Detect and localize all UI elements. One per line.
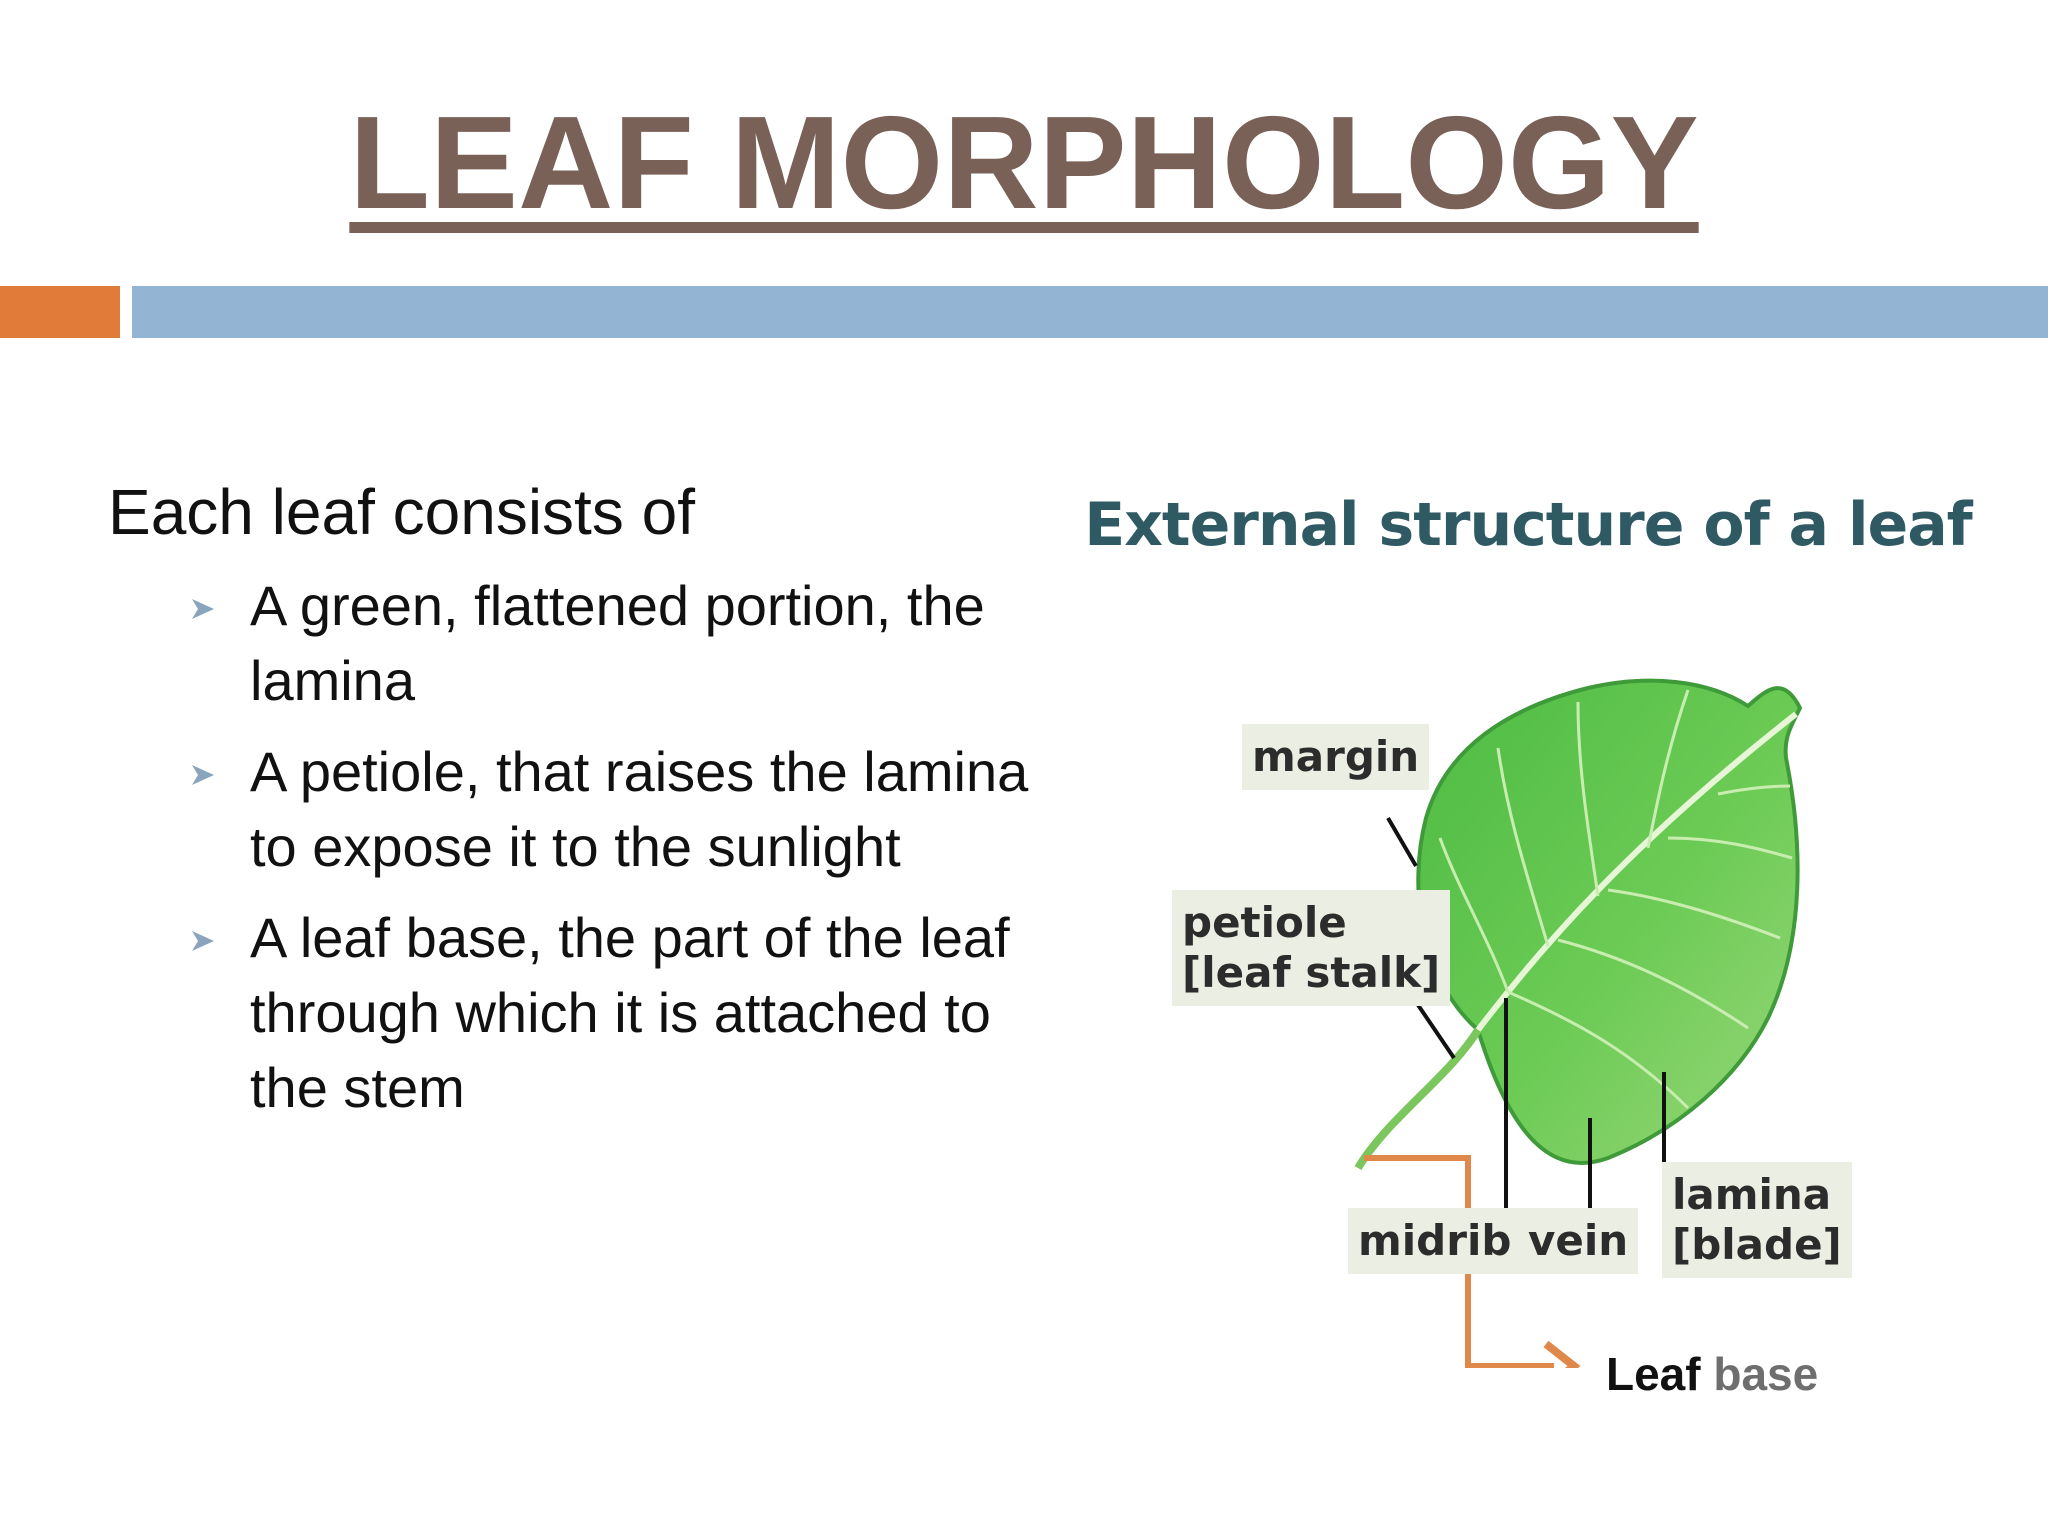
leaf-structure-figure [1068, 418, 1988, 1368]
bullet-list [108, 568, 1048, 1125]
figure-title: External structure of a leaf [1084, 490, 1972, 560]
label-lamina: lamina [blade] [1662, 1162, 1852, 1278]
bullet-item-lamina [250, 568, 1048, 718]
arrowhead-bullet-icon [190, 762, 216, 788]
leaf-base-callout [1606, 1346, 1818, 1402]
leaf-base-word2: base [1713, 1348, 1819, 1400]
label-margin: margin [1242, 724, 1429, 790]
bullet-item-petiole [250, 734, 1048, 884]
slide-title: LEAF MORPHOLOGY [349, 89, 1699, 236]
leaf-petiole [1358, 1030, 1478, 1168]
accent-bar-blue [132, 286, 2048, 338]
label-petiole: petiole [leaf stalk] [1172, 890, 1450, 1006]
arrowhead-bullet-icon [190, 596, 216, 622]
text-content [108, 472, 1048, 1141]
label-midrib: midrib [1348, 1208, 1521, 1274]
arrowhead-bullet-icon [190, 928, 216, 954]
accent-bar-orange [0, 286, 120, 338]
bullet-text: A green, flattened portion, the lamina [250, 574, 985, 712]
intro-text: Each leaf consists of [108, 476, 695, 548]
label-vein: vein [1518, 1208, 1638, 1274]
bullet-item-leaf-base [250, 900, 1048, 1125]
leaf-blade [1418, 681, 1800, 1163]
bullet-text: A leaf base, the part of the leaf through which it is attached to the stem [250, 906, 1010, 1119]
leaf-base-word1: Leaf [1606, 1348, 1701, 1400]
bullet-text: A petiole, that raises the lamina to expose it to the sunlight [250, 740, 1029, 878]
